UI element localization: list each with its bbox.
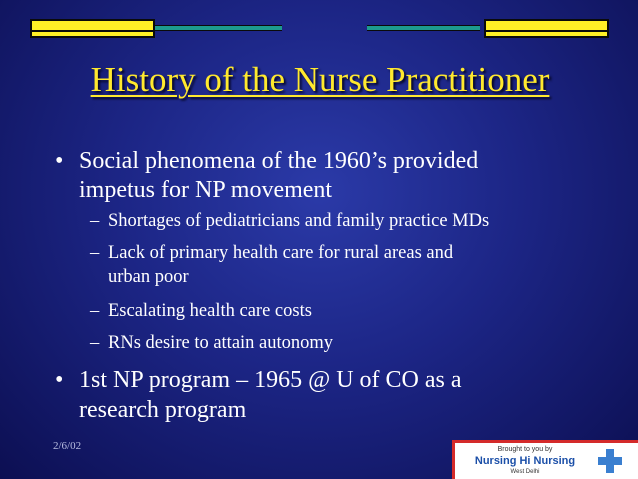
sponsor-logo[interactable] [452,440,638,479]
sub-bullet-item [90,210,610,232]
decor-bar-teal [367,25,480,31]
sub-bullet-text-line: Escalating health care costs [108,301,312,321]
sub-bullet-text-line: Shortages of pediatricians and family practice MDs [108,211,490,231]
bullet-text-line: research program [79,397,247,423]
bullet-item [55,147,595,205]
bullet-text-line: Social phenomena of the 1960’s provided [79,148,479,174]
slide-title: History of the Nurse Practitioner [90,60,550,99]
logo-location: West Delhi [510,469,540,475]
decor-bar-yellow [484,30,609,38]
sub-bullet-text-line: urban poor [108,267,189,287]
sub-bullet-item [90,332,610,354]
bullet-text-line: 1st NP program – 1965 @ U of CO as a [79,367,462,393]
logo-tagline: Brought to you by [497,446,553,453]
sub-bullet-item [90,300,610,322]
bullet-text-line: impetus for NP movement [79,177,333,203]
bullet-dot-icon: • [55,148,64,174]
top-decoration-right [320,0,638,45]
sub-bullet-text-line: Lack of primary health care for rural areas and [108,243,454,263]
decor-bar-teal [155,25,282,31]
decor-bar-yellow [30,30,155,38]
dash-icon: – [90,243,100,263]
slide-date: 2/6/02 [53,440,82,452]
plus-cross-icon [597,448,623,474]
bullet-item [55,366,595,424]
top-decoration-left [0,0,320,45]
logo-brand-name: Nursing Hi Nursing [474,455,576,467]
sub-bullet-item [90,242,610,286]
dash-icon: – [90,301,100,321]
dash-icon: – [90,211,100,231]
sub-bullet-text-line: RNs desire to attain autonomy [108,333,334,353]
bullet-dot-icon: • [55,367,64,393]
dash-icon: – [90,333,100,353]
